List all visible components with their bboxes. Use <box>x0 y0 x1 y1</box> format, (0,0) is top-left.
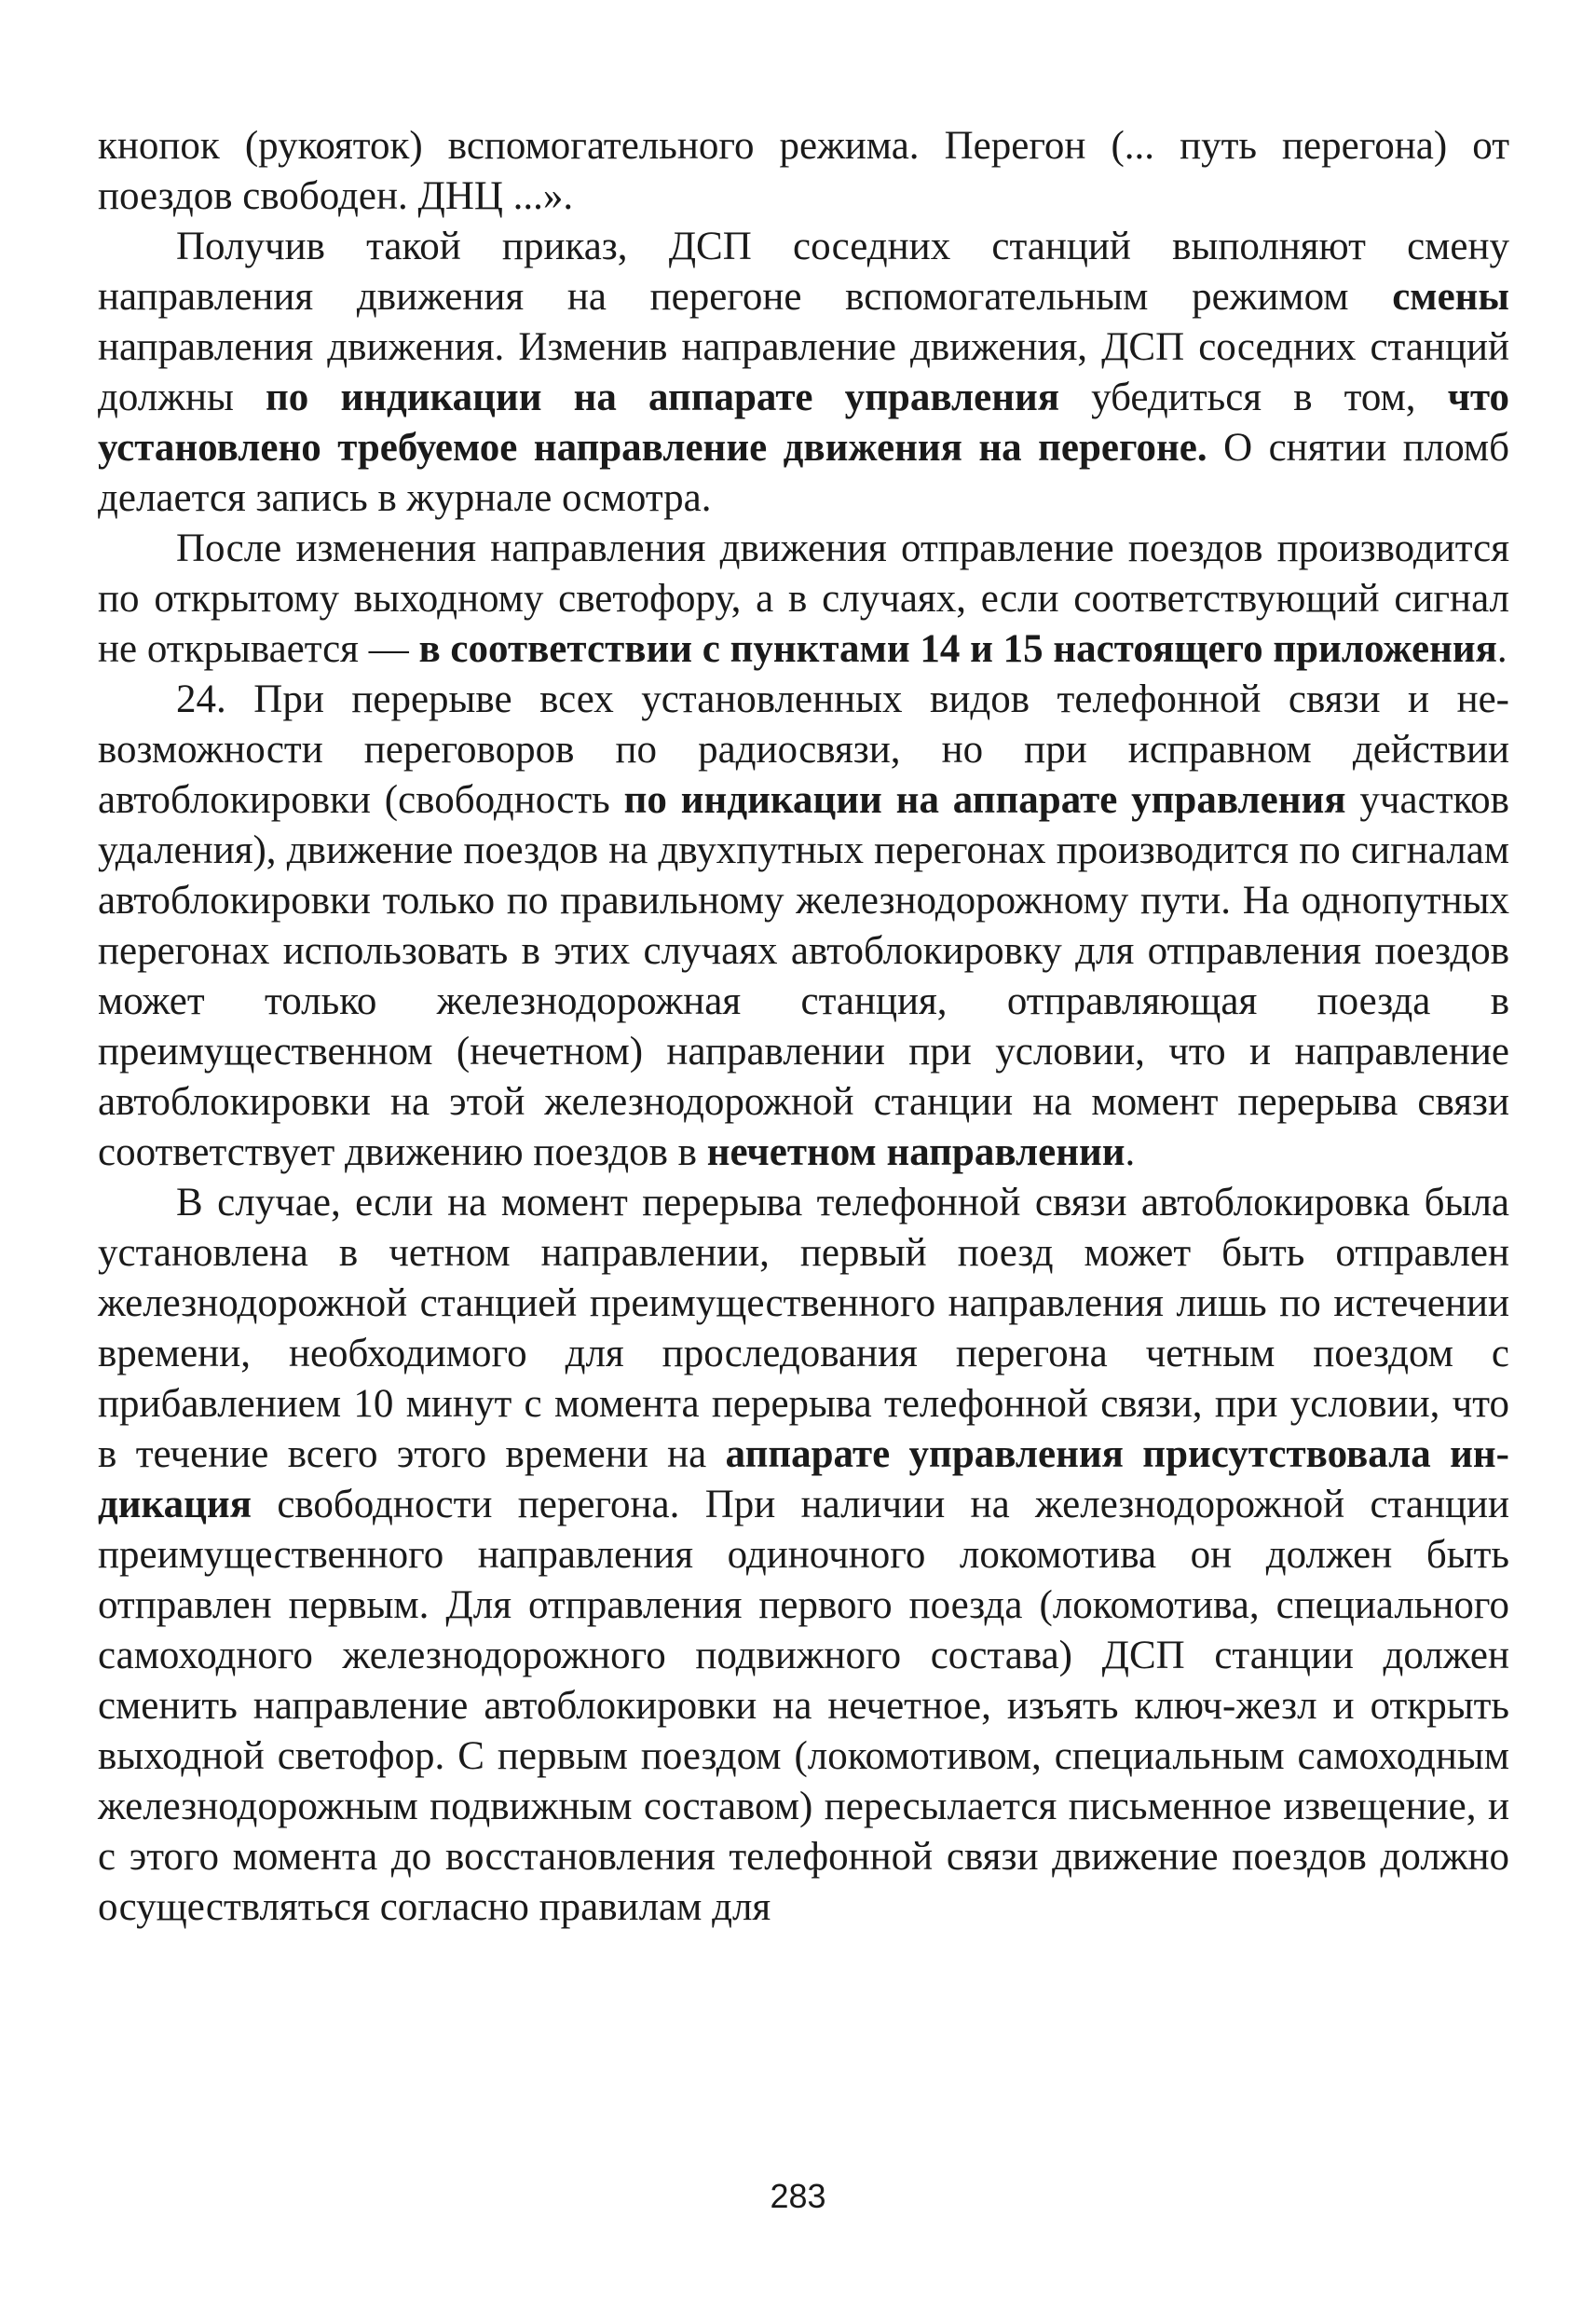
bold-run: что установлено требуемое направление движения на перегоне. <box>98 376 1509 470</box>
bold-run: нечетном направлении <box>706 1130 1125 1174</box>
text-run: В случае, если на момент перерыва телефонной связи автоблокировка была установлена в четном направлении, первый поезд может быть отправлен железнодорожной станцией преимущественного направления лишь по истечении времени, необходимого для проследования перегона четным поездом с прибавлением 10 минут с момента перерыва телефонной связи, при условии, что в течение всего этого времени на <box>98 1181 1509 1476</box>
text-run: кнопок (рукояток) вспомогательного режима. Перегон (... путь перегона) от поездов свободен. ДНЦ ...». <box>98 124 1509 218</box>
paragraph-item-24 <box>98 675 1509 1178</box>
text-run: . <box>1125 1130 1136 1174</box>
text-run: После изменения направления движения отправление поездов производится по открытому выходному светофору, а в случаях, если соответствующий сигнал не открывается — <box>98 527 1509 671</box>
bold-run: аппарате управления присутствовала индикация <box>98 1432 1509 1526</box>
paragraph-train-departure <box>98 524 1509 675</box>
bold-run: по индикации на аппарате управления <box>266 376 1060 419</box>
text-run: свободности перегона. При наличии на железнодорожной станции преимущественного направления одиночного локомотива он должен быть отправлен первым. Для отправления первого поезда (локомотива, специального самоходного железнодорожного подвижного состава) ДСП станции должен сменить направление автоблокировки на нечетное, изъять ключ-жезл и открыть выходной светофор. С первым поездом (локомотивом, специальным самоходным железнодорожным подвижным составом) пересылается письменное извещение, и с этого момента до восстановления телефонной связи движение поездов должно осуществляться согласно правилам для <box>98 1483 1509 1929</box>
page-body <box>98 121 1509 1933</box>
paragraph-direction-change <box>98 222 1509 524</box>
text-run: убедиться в том, <box>1059 376 1448 419</box>
bold-run: смены <box>1392 275 1509 319</box>
text-run: Получив такой приказ, ДСП соседних станций выполняют смену направления движения на перегоне вспомогательным режимом <box>98 225 1509 319</box>
text-run: направления движения. Изменив направление движения, ДСП соседних станций должны <box>98 325 1509 419</box>
bold-run: по индикации на аппарате управления <box>623 778 1346 822</box>
text-run: О снятии пломб делается запись в журнале осмотра. <box>98 426 1510 520</box>
text-run: . <box>1496 627 1507 671</box>
text-run: участков удаления), движение поездов на двухпутных перегонах производится по сигналам автоблокировки только по правильному железнодорожному пути. На однопутных перегонах использовать в этих случаях автоблокировку для отправления поездов может только железнодорожная станция, отправляющая поезда в преимущественном (нечетном) направлении при условии, что и направление автоблокировки на этой железнодорожной станции на момент перерыва связи соответствует движению поездов в <box>98 778 1509 1174</box>
paragraph-even-direction-case <box>98 1178 1509 1933</box>
paragraph-continuation <box>98 121 1509 222</box>
bold-run: в соответствии с пунктами 14 и 15 настоящего приложения <box>418 627 1497 671</box>
text-run: 24. При перерыве всех установленных видов телефонной связи и невозможности переговоров по радиосвязи, но при исправном действии автоблокировки (свободность <box>98 677 1509 822</box>
page-number: 283 <box>770 2177 826 2215</box>
